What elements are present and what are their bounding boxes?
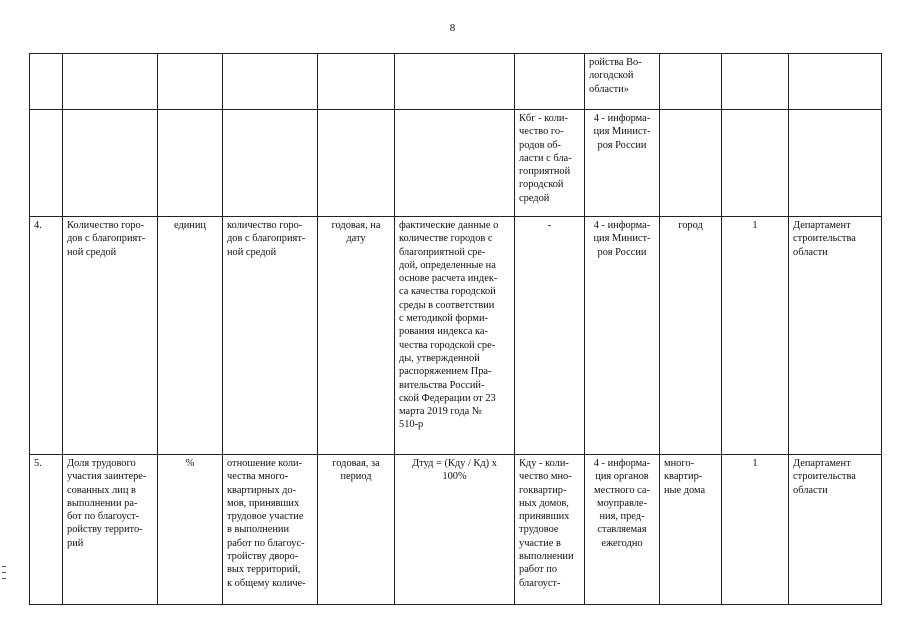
cell-definition: количество горо- дов с благоприят- ной средой [223,217,318,455]
table-row [30,455,882,605]
cell-responsible [789,110,882,217]
table-row [30,54,882,110]
scan-margin-marks [2,566,6,584]
cell-definition [223,455,318,605]
indicator-table [29,53,882,605]
cell-unit: единиц [158,217,223,455]
cell-definition [223,110,318,217]
table-row [30,110,882,217]
cell-indicator-name: Доля трудового участия заинтере- сованных лиц в выполнении ра- бот по благоуст- ройству террито- рий [63,455,158,605]
cell-basic-indicator [515,455,585,605]
cell-responsible: Департамент строительства области [789,217,882,455]
cell-period: годовая, за период [318,455,395,605]
cell-unit: % [158,455,223,605]
cell-value: 1 [722,217,789,455]
cell-territory [660,54,722,110]
cell-territory: много- квартир- ные дома [660,455,722,605]
cell-period: годовая, на дату [318,217,395,455]
cell-responsible [789,54,882,110]
cell-unit [158,110,223,217]
cell-value [722,110,789,217]
cell-number [30,110,63,217]
cell-basic-indicator: Кбг - коли- чество го- родов об- ласти с бла- гоприятной городской средой [515,110,585,217]
cell-basic-indicator: - [515,217,585,455]
cell-value [722,54,789,110]
cell-number [30,54,63,110]
cell-formula: Дтуд = (Кду / Кд) x 100% [395,455,515,605]
cell-number: 4. [30,217,63,455]
cell-formula: фактические данные о количестве городов с благоприятной сре- дой, определенные на основе расчета индек- са качества городской среды в соответствии с методикой форми- рования индекса ка- чества городской сре- ды, утвержденной распоряжением Пра- вительства Россий- ской Федерации от 23 марта 2019 года № 510-р [395,217,515,455]
cell-indicator-name [63,54,158,110]
cell-territory: город [660,217,722,455]
cell-indicator-name [63,110,158,217]
cell-basic-indicator [515,54,585,110]
definition-text: отношение коли- чества много- квартирных до- мов, принявших трудовое участие в выполнении работ по благоус- тройству дворо- вых территорий, к общему количе- [227,458,306,589]
cell-source: 4 - информа- ция органов местного са- моуправле- ния, пред- ставляемая ежегодно [585,455,660,605]
cell-value: 1 [722,455,789,605]
basic-indicator-text: Кду - коли- чество мно- гоквартир- ных домов, принявших трудовое участие в выполнении работ по благоуст- [519,458,574,589]
cell-responsible: Департамент строительства области [789,455,882,605]
cell-period [318,54,395,110]
cell-number: 5. [30,455,63,605]
cell-definition [223,54,318,110]
cell-period [318,110,395,217]
cell-source: 4 - информа- ция Минист- роя России [585,110,660,217]
page-number: 8 [449,22,456,34]
cell-indicator-name: Количество горо- дов с благоприят- ной средой [63,217,158,455]
table-row [30,217,882,455]
cell-formula [395,54,515,110]
cell-source: 4 - информа- ция Минист- роя России [585,217,660,455]
cell-territory [660,110,722,217]
cell-source: ройства Во- логодской области» [585,54,660,110]
cell-formula [395,110,515,217]
cell-unit [158,54,223,110]
